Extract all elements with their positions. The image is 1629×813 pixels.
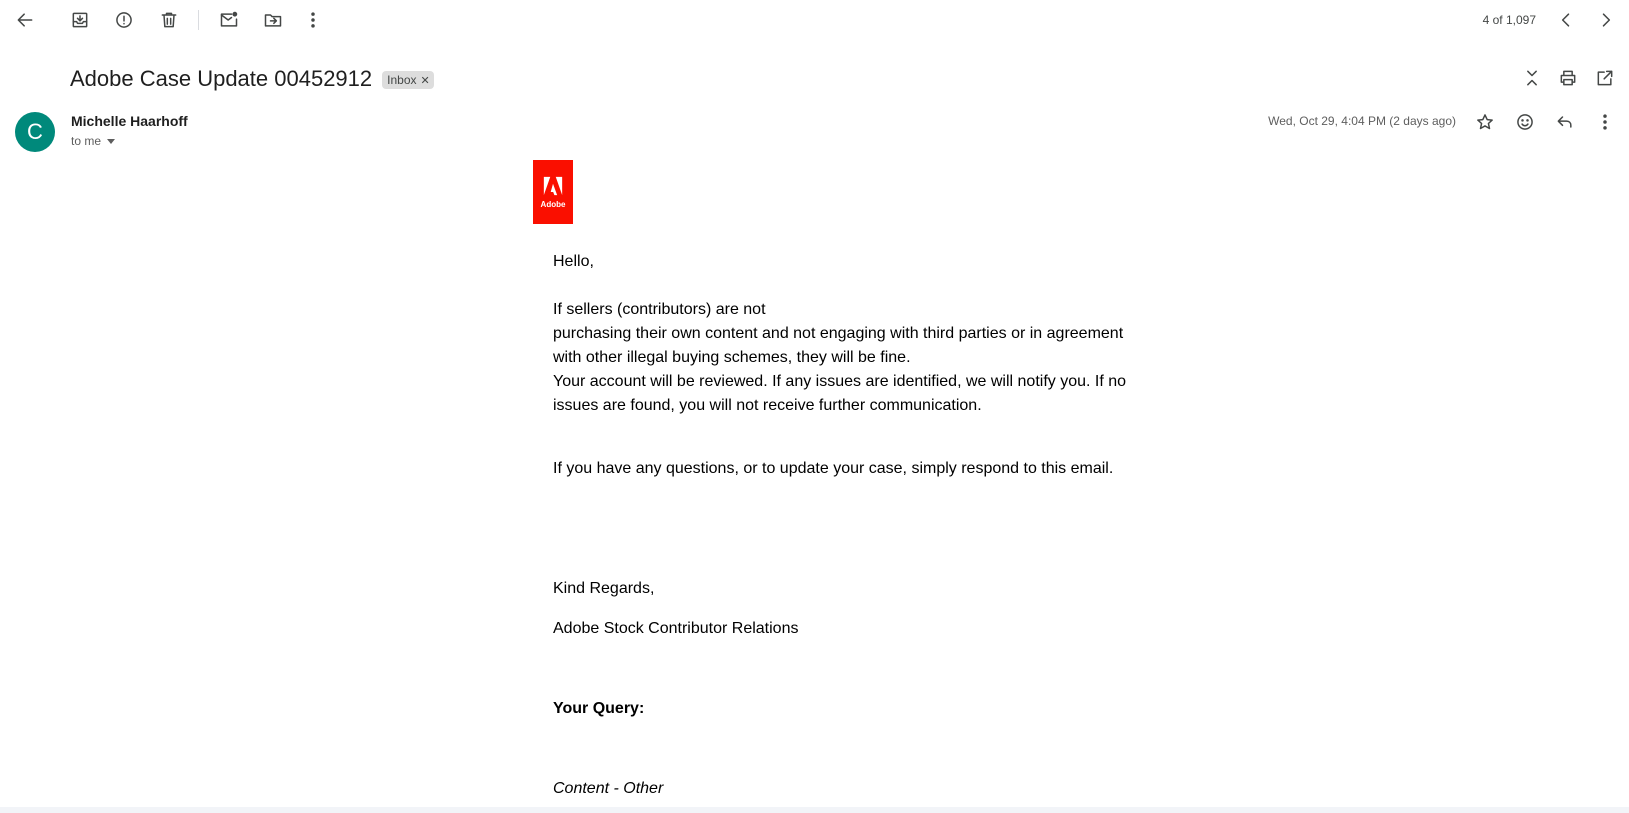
query-label: Your Query: [553, 700, 645, 717]
bottom-scroll-edge [0, 807, 1629, 813]
recipient-text: to me [71, 134, 102, 148]
query-value: Content - Other [553, 780, 664, 797]
print-button[interactable] [1554, 64, 1582, 92]
mark-unread-button[interactable] [215, 6, 243, 34]
message-more-button[interactable] [1591, 108, 1619, 136]
collapse-all-icon [1522, 68, 1542, 88]
archive-button[interactable] [66, 6, 94, 34]
emoji-icon [1515, 112, 1535, 132]
more-vert-icon [1595, 112, 1615, 132]
more-options-button[interactable] [299, 6, 327, 34]
body-line: with other illegal buying schemes, they will be fine. [553, 349, 911, 366]
next-message-button[interactable] [1592, 6, 1620, 34]
inbox-label-chip[interactable] [382, 71, 434, 89]
subject-row [70, 64, 434, 94]
logo-text: Adobe [540, 200, 566, 209]
toolbar [0, 0, 1629, 40]
report-spam-icon [114, 10, 134, 30]
body-closing: Kind Regards, [553, 580, 655, 597]
collapse-all-button[interactable] [1518, 64, 1546, 92]
body-signature: Adobe Stock Contributor Relations [553, 620, 799, 637]
delete-icon [159, 10, 179, 30]
body-line: Your account will be reviewed. If any issues are identified, we will notify you. If no [553, 373, 1127, 390]
move-to-button[interactable] [259, 6, 287, 34]
body-line: If you have any questions, or to update your case, simply respond to this email. [553, 460, 1114, 477]
email-subject: Adobe Case Update 00452912 [70, 66, 373, 91]
chevron-down-icon[interactable] [107, 139, 115, 144]
email-date: Wed, Oct 29, 4:04 PM (2 days ago) [1268, 114, 1456, 128]
reply-button[interactable] [1551, 108, 1579, 136]
toolbar-divider [198, 10, 199, 30]
archive-icon [70, 10, 90, 30]
adobe-logo [533, 160, 573, 224]
remove-label-icon[interactable]: ✕ [420, 74, 430, 87]
body-line: purchasing their own content and not engaging with third parties or in agreement [553, 325, 1124, 342]
body-line: If sellers (contributors) are not [553, 301, 766, 318]
reply-icon [1555, 112, 1575, 132]
message-counter: 4 of 1,097 [1482, 13, 1536, 27]
prev-icon [1556, 10, 1576, 30]
label-name: Inbox [387, 73, 417, 87]
back-button[interactable] [11, 6, 39, 34]
back-arrow-icon [15, 10, 35, 30]
add-reaction-button[interactable] [1511, 108, 1539, 136]
body-greeting: Hello, [553, 253, 594, 270]
move-to-icon [263, 10, 283, 30]
delete-button[interactable] [155, 6, 183, 34]
sender-avatar[interactable]: C [15, 112, 55, 152]
recipient-details[interactable] [71, 134, 115, 148]
star-icon [1475, 112, 1495, 132]
open-in-new-icon [1595, 68, 1615, 88]
report-spam-button[interactable] [110, 6, 138, 34]
print-icon [1558, 68, 1578, 88]
more-vert-icon [303, 10, 323, 30]
mark-unread-icon [219, 10, 239, 30]
star-button[interactable] [1471, 108, 1499, 136]
next-icon [1596, 10, 1616, 30]
body-line: issues are found, you will not receive further communication. [553, 397, 982, 414]
adobe-logo-icon [542, 175, 564, 197]
sender-name[interactable]: Michelle Haarhoff [71, 113, 188, 129]
prev-message-button[interactable] [1552, 6, 1580, 34]
open-new-window-button[interactable] [1591, 64, 1619, 92]
